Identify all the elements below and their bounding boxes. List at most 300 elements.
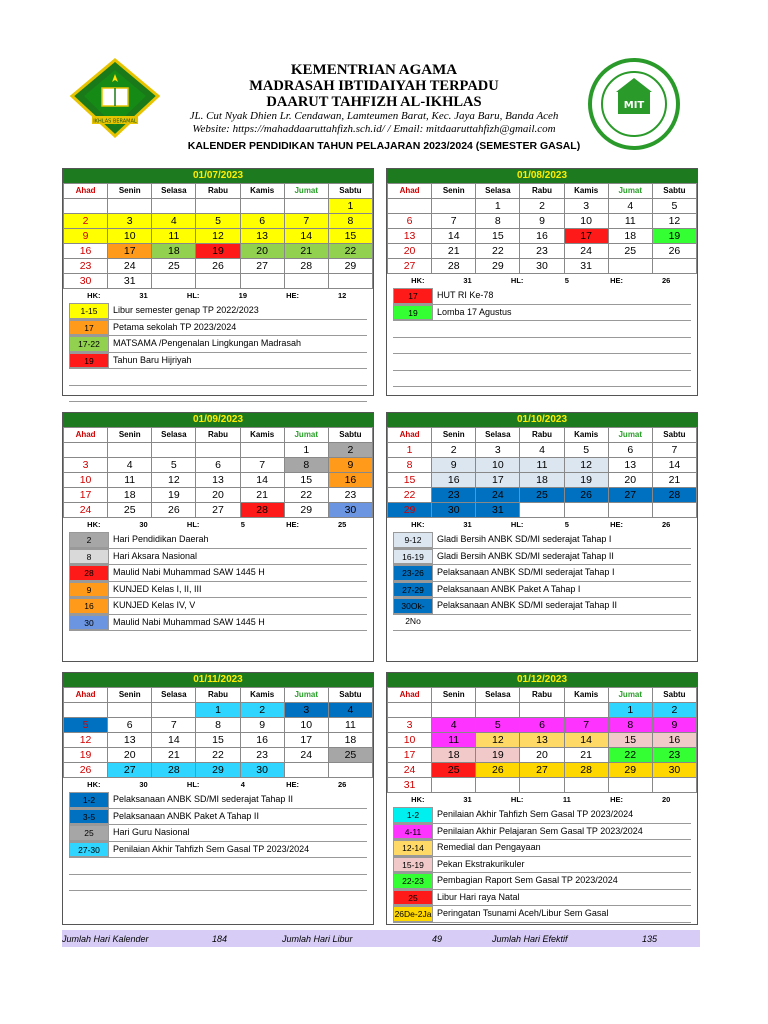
legend-code: 16-19 [393,549,433,565]
legend-code: 9-12 [393,532,433,548]
date-cell: 18 [432,748,476,763]
date-cell: 8 [388,458,432,473]
date-cell: 25 [152,259,196,274]
date-cell: 10 [108,229,152,244]
date-cell: 28 [564,763,608,778]
date-cell: 2 [328,443,372,458]
day-name-header: Sabtu [652,428,696,443]
date-cell: 8 [608,718,652,733]
week-row [388,443,697,458]
legend-text: Remedial dan Pengayaan [437,842,541,852]
month-grid [387,427,697,518]
date-cell [652,259,696,274]
date-cell: 12 [152,473,196,488]
date-cell: 20 [388,244,432,259]
day-name-header: Kamis [564,428,608,443]
date-cell [388,199,432,214]
legend-row [69,598,367,615]
week-row [64,458,373,473]
date-cell: 11 [152,229,196,244]
legend-text: Pelaksanaan ANBK SD/MI sederajat Tahap I [437,567,615,577]
date-cell: 26 [652,244,696,259]
date-cell [652,778,696,793]
date-cell: 14 [564,733,608,748]
date-cell: 14 [432,229,476,244]
date-cell: 18 [520,473,564,488]
legend-text [433,321,437,337]
date-cell: 19 [196,244,240,259]
legend-row [69,809,367,826]
date-cell: 5 [476,718,520,733]
date-cell: 2 [432,443,476,458]
week-row [388,778,697,793]
date-cell: 30 [328,503,372,518]
week-row [64,244,373,259]
hk-value: 31 [463,795,472,804]
date-cell [476,778,520,793]
legend-code: 1-2 [69,792,109,808]
month-title: 01/08/2023 [387,169,697,183]
date-cell: 2 [64,214,108,229]
legend-text: Libur Hari raya Natal [437,891,520,902]
legend-text: Petama sekolah TP 2023/2024 [113,321,237,332]
month-panel [62,412,374,662]
day-name-header: Rabu [520,688,564,703]
legend-code: 26De-2Ja [393,906,433,922]
hl-label: HL: [186,291,200,300]
month-title: 01/12/2023 [387,673,697,687]
date-cell: 18 [608,229,652,244]
date-cell: 6 [108,718,152,733]
hk-label: HK: [411,795,425,804]
date-cell: 30 [520,259,564,274]
date-cell: 15 [388,473,432,488]
day-name-header: Senin [108,184,152,199]
month-stats [63,778,373,792]
legend-row [69,875,367,892]
week-row [388,718,697,733]
date-cell [152,274,196,289]
date-cell: 22 [608,748,652,763]
day-name-header: Selasa [476,688,520,703]
hk-label: HK: [87,780,101,789]
legend-row [393,321,691,338]
total-calendar-days-label: Jumlah Hari Kalender [62,933,149,944]
he-value: 26 [662,276,671,285]
date-cell: 29 [608,763,652,778]
date-cell: 1 [328,199,372,214]
legend-code [69,875,109,891]
date-cell: 24 [284,748,328,763]
date-cell: 2 [520,199,564,214]
legend-text: Penilaian Akhir Tahfizh Sem Gasal TP 2023/2024 [437,809,634,819]
legend-text [433,371,437,387]
he-label: HE: [286,780,299,789]
date-cell: 1 [608,703,652,718]
day-name-header: Rabu [196,688,240,703]
date-cell: 17 [284,733,328,748]
day-name-header: Kamis [240,428,284,443]
date-cell [108,703,152,718]
date-cell: 21 [152,748,196,763]
date-cell: 16 [432,473,476,488]
legend-row [393,890,691,907]
legend-text: Pekan Ekstrakurikuler [437,858,525,869]
date-cell [196,443,240,458]
day-name-header: Sabtu [652,688,696,703]
date-cell: 27 [108,763,152,778]
hl-value: 11 [562,795,571,804]
date-cell: 2 [652,703,696,718]
date-cell [64,199,108,214]
month-grid [63,427,373,518]
legend-text: KUNJED Kelas I, II, III [113,583,202,594]
he-label: HE: [286,291,299,300]
legend-code: 30Ok-2No [393,598,433,614]
legend-row [393,615,691,632]
date-cell [284,274,328,289]
legend-row [393,371,691,388]
hl-label: HL: [510,795,524,804]
date-cell: 21 [564,748,608,763]
date-cell: 29 [328,259,372,274]
date-cell: 27 [240,259,284,274]
hk-value: 30 [139,780,148,789]
date-cell: 24 [388,763,432,778]
date-cell [564,703,608,718]
week-row [64,443,373,458]
date-cell: 29 [476,259,520,274]
legend-row [393,288,691,305]
date-cell: 20 [608,473,652,488]
date-cell: 15 [608,733,652,748]
date-cell: 13 [240,229,284,244]
week-row [388,244,697,259]
legend-row [69,303,367,320]
date-cell [520,778,564,793]
day-name-header: Rabu [196,428,240,443]
legend-text: Maulid Nabi Muhammad SAW 1445 H [113,616,265,627]
day-name-header: Selasa [476,184,520,199]
date-cell: 26 [564,488,608,503]
legend-row [393,582,691,599]
day-name-header: Senin [432,688,476,703]
day-name-header: Ahad [64,428,108,443]
date-cell [432,199,476,214]
date-cell: 27 [520,763,564,778]
legend-text: Pelaksanaan ANBK Paket A Tahap I [437,583,581,594]
date-cell: 28 [432,259,476,274]
legend-row [69,565,367,582]
legend-text [109,858,113,874]
legend-text: Peringatan Tsunami Aceh/Libur Sem Gasal [437,908,609,918]
date-cell: 25 [108,503,152,518]
total-effective-days-label: Jumlah Hari Efektif [492,933,568,944]
date-cell: 12 [476,733,520,748]
day-name-header: Jumat [284,428,328,443]
day-name-header: Selasa [476,428,520,443]
date-cell: 22 [328,244,372,259]
date-cell: 17 [64,488,108,503]
date-cell: 20 [196,488,240,503]
legend-code: 27-29 [393,582,433,598]
date-cell: 14 [152,733,196,748]
month-stats [387,793,697,807]
date-cell: 6 [240,214,284,229]
date-cell: 23 [520,244,564,259]
date-cell: 3 [64,458,108,473]
hk-label: HK: [87,291,101,300]
he-label: HE: [286,520,299,529]
legend-code: 15-19 [393,857,433,873]
month-panel [62,168,374,396]
hk-value: 31 [463,520,472,529]
date-cell [240,443,284,458]
date-cell: 30 [64,274,108,289]
legend-code: 19 [69,353,109,369]
date-cell: 19 [652,229,696,244]
date-cell: 26 [196,259,240,274]
date-cell: 8 [328,214,372,229]
document-header [0,0,768,170]
date-cell [388,703,432,718]
date-cell: 10 [564,214,608,229]
day-name-header: Selasa [152,184,196,199]
day-name-header: Jumat [608,428,652,443]
date-cell: 31 [564,259,608,274]
day-name-header: Rabu [196,184,240,199]
date-cell: 1 [284,443,328,458]
month-panel [62,672,374,925]
date-cell: 4 [328,703,372,718]
date-cell: 3 [388,718,432,733]
date-cell: 13 [608,458,652,473]
date-cell [240,199,284,214]
legend-row [69,369,367,386]
date-cell: 5 [196,214,240,229]
date-cell: 29 [284,503,328,518]
week-row [64,748,373,763]
day-name-header: Jumat [608,184,652,199]
date-cell: 10 [388,733,432,748]
day-name-header: Ahad [388,688,432,703]
date-cell [608,259,652,274]
date-cell: 21 [652,473,696,488]
legend-code: 19 [393,305,433,321]
legend-text [433,615,437,631]
date-cell: 13 [388,229,432,244]
date-cell [432,778,476,793]
school-subname: DAARUT TAHFIZH AL-IKHLAS [266,94,482,110]
date-cell: 3 [108,214,152,229]
date-cell: 18 [152,244,196,259]
date-cell: 25 [432,763,476,778]
day-name-header: Senin [108,428,152,443]
date-cell: 31 [108,274,152,289]
date-cell: 6 [388,214,432,229]
month-title: 01/07/2023 [63,169,373,183]
legend-row [69,615,367,632]
date-cell: 7 [152,718,196,733]
date-cell: 27 [196,503,240,518]
date-cell: 17 [476,473,520,488]
legend-code [393,371,433,387]
week-row [388,229,697,244]
hl-label: HL: [510,276,524,285]
date-cell: 21 [432,244,476,259]
date-cell: 12 [564,458,608,473]
legend-code: 17 [393,288,433,304]
date-cell: 7 [652,443,696,458]
date-cell: 24 [108,259,152,274]
legend-text [433,354,437,370]
date-cell: 11 [432,733,476,748]
date-cell [520,703,564,718]
date-cell: 17 [564,229,608,244]
legend-text: Hari Aksara Nasional [113,550,198,561]
he-label: HE: [610,276,623,285]
month-panel [386,168,698,396]
legend-code: 8 [69,549,109,565]
legend-text: KUNJED Kelas IV, V [113,600,196,610]
day-name-header: Ahad [64,184,108,199]
legend-code: 2 [69,532,109,548]
legend-row [393,598,691,626]
he-label: HE: [610,520,623,529]
date-cell: 14 [284,229,328,244]
date-cell: 24 [564,244,608,259]
month-panel [386,412,698,662]
day-name-header: Sabtu [328,428,372,443]
legend-text: HUT RI Ke-78 [437,290,494,300]
date-cell: 16 [652,733,696,748]
hl-label: HL: [186,780,200,789]
date-cell: 7 [564,718,608,733]
date-cell: 7 [284,214,328,229]
date-cell: 25 [608,244,652,259]
date-cell: 22 [388,488,432,503]
total-effective-days-value: 135 [642,933,658,944]
date-cell: 9 [652,718,696,733]
date-cell: 20 [240,244,284,259]
date-cell: 30 [652,763,696,778]
legend-row [69,582,367,599]
legend-row [69,336,367,353]
date-cell: 21 [240,488,284,503]
day-name-header: Senin [432,184,476,199]
date-cell: 23 [240,748,284,763]
date-cell [64,443,108,458]
mit-logo-icon [588,58,680,150]
legend-text: Penilaian Akhir Tahfizh Sem Gasal TP 2023/2024 [113,843,310,854]
school-website: Website: https://mahaddaaruttahfizh.sch.id/ / Email: mitdaaruttahfizh@gmail.com [192,123,556,135]
legend-code: 9 [69,582,109,598]
day-name-header: Sabtu [328,688,372,703]
date-cell: 28 [240,503,284,518]
hk-label: HK: [411,276,425,285]
hk-label: HK: [411,520,425,529]
legend-row [69,353,367,370]
day-name-header: Kamis [240,184,284,199]
legend-row [69,532,367,549]
legend-code [69,858,109,874]
date-cell [152,443,196,458]
date-cell [520,503,564,518]
day-name-header: Selasa [152,688,196,703]
date-cell: 6 [608,443,652,458]
date-cell: 9 [328,458,372,473]
date-cell: 13 [108,733,152,748]
day-name-header: Senin [108,688,152,703]
date-cell: 15 [284,473,328,488]
ministry-name: KEMENTRIAN AGAMA [290,62,458,78]
legend-text: Maulid Nabi Muhammad SAW 1445 H [113,567,265,577]
legend-row [69,386,367,403]
date-cell: 19 [564,473,608,488]
week-row [64,718,373,733]
header-text-block [160,62,588,136]
date-cell: 29 [196,763,240,778]
date-cell: 9 [240,718,284,733]
school-name: MADRASAH IBTIDAIYAH TERPADU [249,78,499,94]
date-cell: 12 [652,214,696,229]
date-cell: 7 [432,214,476,229]
legend-text: Libur semester genap TP 2022/2023 [113,305,259,315]
date-cell: 11 [108,473,152,488]
date-cell: 30 [240,763,284,778]
date-cell: 12 [196,229,240,244]
date-cell: 5 [564,443,608,458]
week-row [64,763,373,778]
week-row [388,259,697,274]
date-cell: 1 [388,443,432,458]
he-label: HE: [610,795,623,804]
date-cell [196,199,240,214]
date-cell [328,763,372,778]
date-cell: 11 [328,718,372,733]
date-cell: 5 [152,458,196,473]
date-cell [108,199,152,214]
legend-text: Hari Guru Nasional [113,827,190,837]
legend-code: 12-14 [393,840,433,856]
day-name-header: Ahad [388,428,432,443]
date-cell: 6 [196,458,240,473]
legend-row [393,807,691,824]
hk-value: 31 [139,291,148,300]
date-cell: 28 [284,259,328,274]
date-cell: 29 [388,503,432,518]
legend-text: Pelaksanaan ANBK SD/MI sederajat Tahap II [113,794,293,804]
week-row [64,733,373,748]
date-cell: 1 [476,199,520,214]
legend-code: 17 [69,320,109,336]
legend-text [109,369,113,385]
day-name-header: Kamis [240,688,284,703]
date-cell: 9 [432,458,476,473]
legend-text: Gladi Bersih ANBK SD/MI sederajat Tahap II [437,550,614,561]
month-grid [63,687,373,778]
hl-value: 19 [238,291,248,300]
legend-row [69,825,367,842]
legend-row [69,792,367,809]
date-cell: 26 [152,503,196,518]
date-cell [652,503,696,518]
legend-row [393,873,691,890]
legend-code: 1-15 [69,303,109,319]
date-cell: 24 [476,488,520,503]
date-cell: 10 [284,718,328,733]
week-row [388,733,697,748]
